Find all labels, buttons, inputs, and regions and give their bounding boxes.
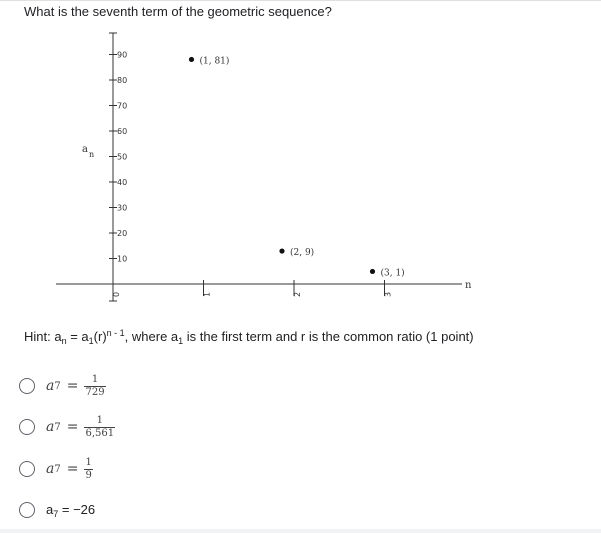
x-tick-label: 1 — [202, 291, 212, 297]
question-text: What is the seventh term of the geometric sequence? — [24, 4, 332, 19]
data-point-label: (1, 81) — [199, 56, 230, 67]
y-tick-label: 50 — [117, 152, 128, 162]
y-ticks — [109, 51, 127, 264]
radio-button[interactable] — [19, 461, 35, 477]
y-axis-label-sub: n — [89, 150, 95, 159]
y-tick-label: 30 — [117, 203, 128, 213]
answer-option-2[interactable]: a 7 = $\frac{1}{6,561}$ — [19, 413, 115, 441]
y-tick-label: 90 — [117, 50, 128, 60]
x-tick-label: 2 — [293, 291, 302, 297]
hint-text: Hint: $a_n = a_1(r)^{n - 1}$, where $a_1$ is the first term and r is the common ratio (1 point) — [24, 328, 474, 346]
answer-option-4[interactable]: $a_7 = -26$ — [19, 496, 95, 524]
y-tick-label: 80 — [117, 76, 128, 85]
data-point-label: (3, 1) — [380, 268, 405, 279]
sequence-graph — [0, 28, 601, 308]
radio-button[interactable] — [19, 502, 35, 518]
answer-option-1[interactable]: a 7 = $\frac{1}{729}$ — [19, 372, 106, 400]
y-tick-label: 10 — [117, 254, 128, 264]
radio-button[interactable] — [19, 419, 35, 435]
y-tick-label: 40 — [117, 178, 128, 187]
answer-option-3[interactable]: a 7 = $\frac{1}{9}$ — [19, 455, 93, 483]
y-tick-label: 70 — [117, 101, 128, 111]
data-point — [279, 248, 284, 253]
x-ticks — [112, 280, 393, 297]
data-point — [370, 269, 375, 274]
y-tick-label: 60 — [117, 127, 128, 136]
data-points — [189, 55, 405, 278]
y-axis-label: a — [82, 144, 88, 155]
top-divider — [0, 0, 601, 1]
bottom-divider — [0, 529, 601, 533]
y-tick-label: 20 — [117, 229, 128, 238]
radio-button[interactable] — [19, 378, 35, 394]
x-tick-label: 3 — [383, 291, 393, 297]
x-tick-label: 0 — [112, 291, 121, 297]
data-point-label: (2, 9) — [290, 248, 315, 259]
data-point — [189, 57, 194, 62]
x-axis-label: n — [465, 280, 472, 291]
